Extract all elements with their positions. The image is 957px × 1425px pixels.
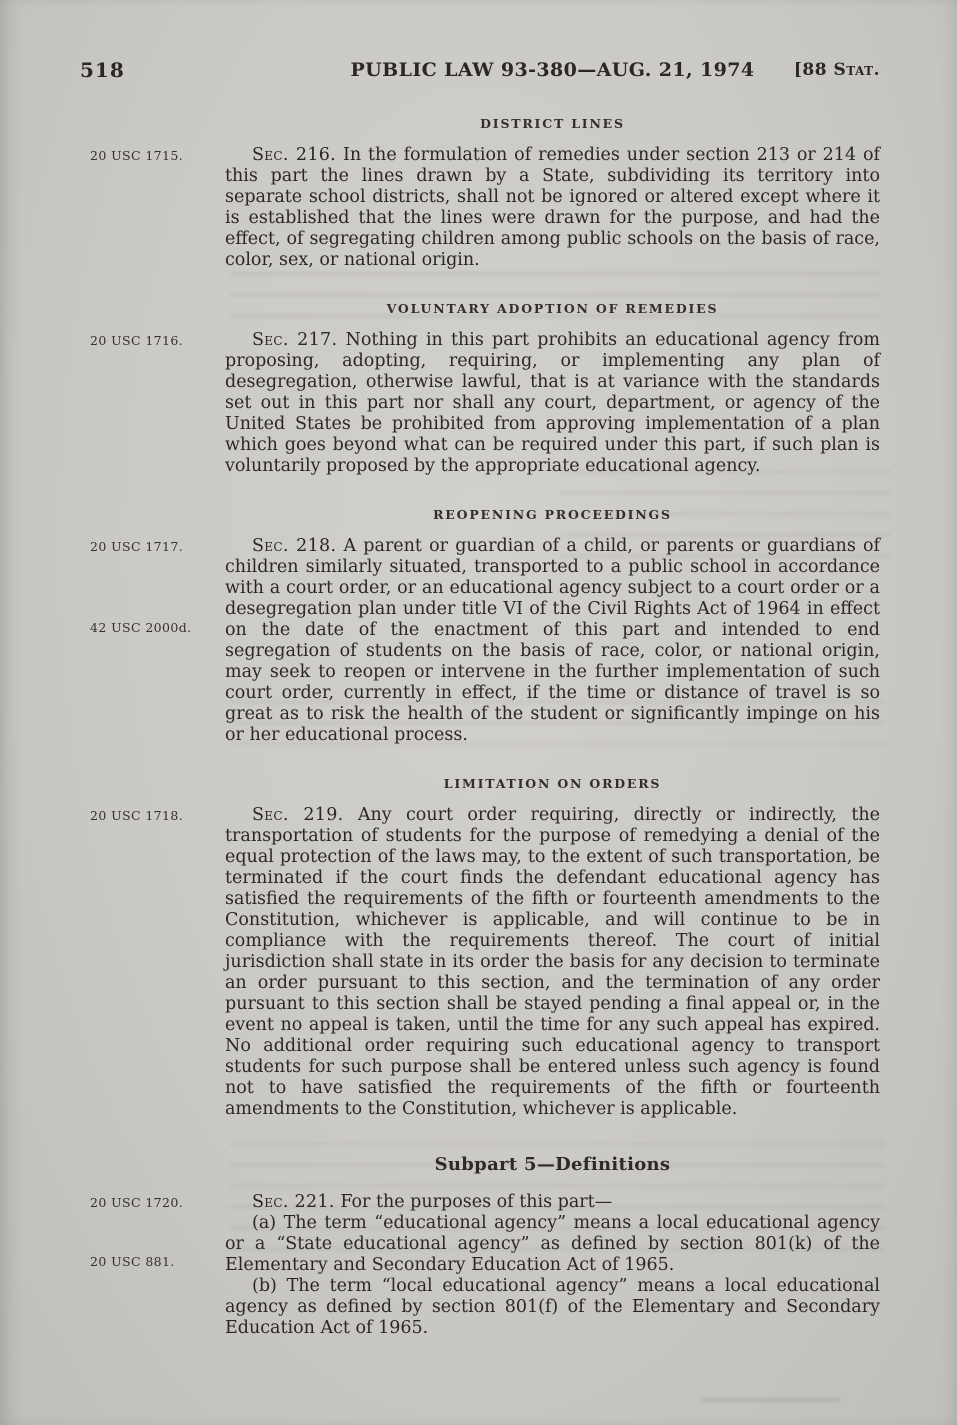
subpart-body-wrap: [90, 1192, 880, 1339]
section-text: In the formulation of remedies under section 213 or 214 of this part the lines drawn by a State, subdividing its territory into separate school districts, shall not be ignored or altered except where it is established that the lines were drawn for the purpose, and had the effect, of segregating children among public schools on the basis of race, color, sex, or national origin.: [225, 145, 880, 270]
subpart-paragraph-b: (b) The term “local educational agency” means a local educational agency as defined by section 801(f) of the Elementary and Secondary Education Act of 1965.: [225, 1276, 880, 1338]
section-paragraph: [225, 330, 880, 477]
section-paragraph: [225, 805, 880, 1120]
section-paragraph: [225, 536, 880, 746]
header-stat-citation: [88 Stat.: [793, 60, 880, 80]
section-body-wrap: [90, 536, 880, 746]
sec-label: Sec. 217.: [252, 330, 338, 350]
subpart-paragraph-a: (a) The term “educational agency” means a local educational agency or a “State educational agency” as defined by section 801(k) of the Elementary and Secondary Education Act of 1965.: [225, 1213, 880, 1275]
header-title: PUBLIC LAW 93-380—AUG. 21, 1974: [350, 59, 755, 81]
section-limitation-on-orders: [90, 776, 880, 1120]
margin-note-usc-881: 20 USC 881.: [90, 1254, 175, 1269]
section-heading: LIMITATION ON ORDERS: [443, 776, 662, 791]
margin-note-usc-1720: 20 USC 1720.: [90, 1195, 184, 1210]
section-district-lines: [90, 116, 880, 271]
subpart-intro-paragraph: [225, 1192, 880, 1213]
page-header: [0, 58, 957, 86]
margin-note-usc-1717: 20 USC 1717.: [90, 539, 184, 554]
sec-label: Sec. 221.: [252, 1192, 335, 1212]
section-voluntary-adoption: [90, 301, 880, 477]
subpart-heading: Subpart 5—Definitions: [434, 1154, 671, 1175]
section-subpart-definitions: [90, 1154, 880, 1339]
margin-note-usc-1715: 20 USC 1715.: [90, 148, 184, 163]
margin-note-usc-1716: 20 USC 1716.: [90, 333, 184, 348]
margin-note-usc-2000d: 42 USC 2000d.: [90, 620, 192, 635]
section-text: Nothing in this part prohibits an educational agency from proposing, adopting, requiring, or implementing any plan of desegregation, otherwise lawful, that is at variance with the standards set out in this part nor shall any court, department, or agency of the United States be prohibited from approving implementation of a plan which goes beyond what can be required under this part, if such plan is voluntarily proposed by the appropriate educational agency.: [225, 330, 880, 476]
section-body-wrap: [90, 805, 880, 1120]
section-body-wrap: [90, 145, 880, 271]
section-paragraph: [225, 145, 880, 271]
section-heading: VOLUNTARY ADOPTION OF REMEDIES: [386, 301, 719, 316]
bleed-through-artifact: [700, 1398, 840, 1414]
page-number: 518: [80, 58, 125, 82]
content-column: [90, 116, 880, 1339]
section-body-wrap: [90, 330, 880, 477]
section-reopening-proceedings: [90, 507, 880, 746]
sec-label: Sec. 219.: [252, 805, 344, 825]
section-text: Any court order requiring, directly or indirectly, the transportation of students for the purpose of remedying a denial of the equal protection of the laws may, to the extent of such transportation, be terminated if the court finds the defendant educational agency has satisfied the requirements of the fifth or fourteenth amendments to the Constitution, whichever is applicable, and will continue to be in compliance with the requirements thereof. The court of initial jurisdiction shall state in its order the basis for any decision to terminate an order pursuant to this section, and the termination of any order pursuant to this section shall be stayed pending a final appeal or, in the event no appeal is taken, until the time for any such appeal has expired. No additional order requiring such educational agency to transport students for such purpose shall be entered unless such agency is found not to have satisfied the requirements of the fifth or fourteenth amendments to the Constitution, whichever is applicable.: [225, 805, 880, 1119]
section-heading: REOPENING PROCEEDINGS: [433, 507, 672, 522]
margin-note-usc-1718: 20 USC 1718.: [90, 808, 184, 823]
sec-label: Sec. 218.: [252, 536, 337, 556]
section-heading: DISTRICT LINES: [480, 116, 625, 131]
section-text: A parent or guardian of a child, or parents or guardians of children similarly situated, transported to a public school in accordance with a court order, or an educational agency subject to a court order or a desegregation plan under title VI of the Civil Rights Act of 1964 in effect on the date of the enactment of this part and intended to end segregation of students on the basis of race, color, or national origin, may seek to reopen or intervene in the further implementation of such court order, currently in effect, if the time or distance of travel is so great as to risk the health of the student or significantly impinge on his or her educational process.: [225, 536, 880, 745]
subpart-intro-text: For the purposes of this part—: [340, 1192, 613, 1212]
sec-label: Sec. 216.: [252, 145, 337, 165]
